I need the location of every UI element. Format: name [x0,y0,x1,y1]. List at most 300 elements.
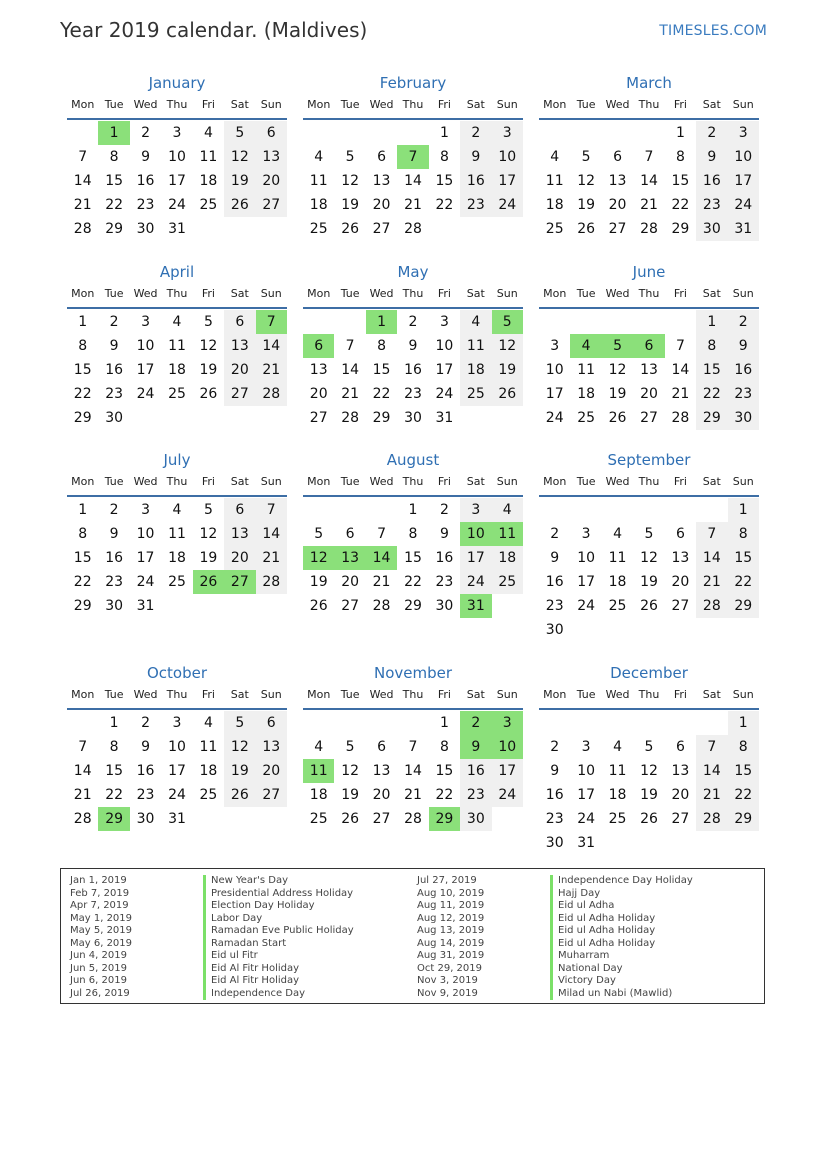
day-cell: 17 [435,362,454,378]
day-cell: 21 [73,787,92,803]
day-cell: 4 [203,715,213,731]
legend-date: Aug 13, 2019 [417,925,485,936]
empty-cell [539,310,570,334]
month-name: November [373,664,453,682]
day-cell: 1 [78,314,88,330]
weekday-label: Thu [638,98,660,111]
holiday-day-cell: 10 [460,522,491,546]
day-cell: 25 [460,382,491,406]
day-cell: 15 [696,358,727,382]
day-cell: 19 [640,787,658,803]
empty-cell [539,711,570,735]
day-cell: 1 [78,502,88,518]
day-cell: 16 [435,550,454,566]
day-cell: 2 [696,121,727,145]
day-cell: 9 [728,334,759,358]
day-cell: 22 [671,197,690,213]
weekday-label: Wed [369,688,394,701]
day-cell: 13 [224,334,255,358]
weekday-label: Mon [543,475,567,488]
day-cell: 5 [203,314,213,330]
day-cell: 27 [608,221,627,237]
legend-holiday-name: Presidential Address Holiday [203,888,354,901]
day-cell: 26 [341,221,360,237]
day-cell: 30 [728,406,759,430]
day-grid [67,710,287,831]
day-cell: 20 [341,574,360,590]
month-name: October [146,664,208,682]
day-grid [539,120,759,241]
day-cell: 26 [341,811,360,827]
weekday-label: Fri [201,688,215,701]
day-cell: 16 [105,550,124,566]
day-cell: 27 [256,193,287,217]
day-cell: 25 [492,570,523,594]
day-cell: 5 [345,149,355,165]
holiday-day-cell: 10 [492,735,523,759]
day-cell: 2 [550,739,560,755]
weekday-label: Sat [466,688,485,701]
day-cell: 2 [141,125,151,141]
day-cell: 25 [545,221,564,237]
weekday-label: Mon [543,287,567,300]
day-cell: 11 [168,338,186,354]
empty-cell [633,498,664,522]
empty-cell [665,711,696,735]
day-cell: 8 [728,735,759,759]
empty-cell [366,498,397,522]
day-cell: 17 [492,169,523,193]
day-cell: 31 [728,217,759,241]
day-cell: 30 [105,410,124,426]
day-cell: 18 [577,386,596,402]
day-cell: 11 [460,334,491,358]
day-cell: 16 [105,362,124,378]
month-name: July [163,451,191,469]
day-cell: 16 [696,169,727,193]
day-cell: 19 [199,362,218,378]
weekday-label: Fri [437,287,451,300]
day-cell: 5 [581,149,591,165]
day-cell: 18 [168,362,186,378]
day-cell: 7 [408,739,418,755]
day-cell: 14 [73,763,92,779]
day-cell: 7 [675,338,685,354]
day-cell: 20 [224,358,255,382]
holiday-day-cell: 7 [397,145,428,169]
weekday-label: Mon [307,475,331,488]
legend-date: Aug 12, 2019 [417,912,485,924]
weekday-label: Tue [104,287,124,300]
day-cell: 14 [256,334,287,358]
day-cell: 13 [372,763,391,779]
weekday-label: Mon [71,98,95,111]
day-cell: 3 [439,314,449,330]
holiday-day-cell: 1 [366,310,397,334]
day-cell: 8 [439,149,449,165]
day-cell: 16 [460,169,491,193]
day-cell: 22 [105,787,124,803]
day-cell: 31 [577,835,596,851]
weekday-label: Tue [340,287,360,300]
month-april [67,261,287,430]
day-cell: 6 [675,739,685,755]
day-cell: 18 [309,197,328,213]
weekday-label: Wed [605,98,630,111]
day-cell: 8 [408,526,418,542]
day-cell: 4 [492,498,523,522]
weekday-label: Wed [605,475,630,488]
day-cell: 30 [404,410,422,426]
day-cell: 12 [341,173,360,189]
weekday-label: Sun [732,98,754,111]
day-cell: 15 [105,763,124,779]
day-cell: 3 [172,125,182,141]
day-cell: 6 [377,739,387,755]
legend-date: Feb 7, 2019 [70,887,130,899]
day-cell: 15 [73,550,92,566]
day-cell: 20 [671,574,690,590]
day-cell: 20 [309,386,328,402]
day-cell: 31 [168,811,186,827]
weekday-header [67,283,287,309]
day-cell: 5 [314,526,324,542]
day-cell: 15 [728,546,759,570]
day-cell: 11 [168,526,186,542]
day-cell: 23 [136,197,155,213]
day-cell: 24 [492,783,523,807]
month-december [539,662,759,855]
day-cell: 14 [404,173,422,189]
day-cell: 29 [728,594,759,618]
holiday-legend [60,868,765,1004]
empty-cell [334,498,365,522]
day-cell: 9 [550,763,560,779]
day-cell: 17 [728,169,759,193]
legend-holiday-name: New Year's Day [203,875,354,888]
day-cell: 29 [696,406,727,430]
holiday-day-cell: 1 [98,121,129,145]
day-cell: 4 [172,502,182,518]
weekday-label: Sat [230,98,249,111]
month-name: September [607,451,691,469]
month-name: January [148,74,206,92]
day-cell: 19 [309,574,328,590]
day-cell: 24 [168,197,186,213]
day-cell: 13 [256,145,287,169]
day-grid [67,120,287,241]
day-cell: 15 [435,763,454,779]
day-cell: 12 [224,145,255,169]
day-cell: 16 [404,362,422,378]
day-cell: 22 [696,382,727,406]
day-cell: 25 [608,811,627,827]
day-cell: 3 [141,314,151,330]
weekday-label: Tue [576,98,596,111]
weekday-label: Mon [71,688,95,701]
day-cell: 9 [141,739,151,755]
day-cell: 1 [439,715,449,731]
day-cell: 26 [608,410,627,426]
weekday-label: Mon [71,287,95,300]
day-cell: 18 [460,358,491,382]
legend-date: May 6, 2019 [70,937,133,949]
day-cell: 28 [640,221,658,237]
day-grid [539,710,759,855]
day-cell: 26 [309,598,328,614]
weekday-label: Thu [402,98,424,111]
day-cell: 9 [439,526,449,542]
day-cell: 23 [545,811,564,827]
month-february [303,72,523,241]
month-march [539,72,759,241]
day-cell: 20 [256,759,287,783]
day-cell: 25 [577,410,596,426]
weekday-label: Thu [166,287,188,300]
empty-cell [334,121,365,145]
day-cell: 4 [203,125,213,141]
weekday-header [539,94,759,120]
weekday-label: Wed [605,287,630,300]
weekday-label: Sat [466,98,485,111]
month-october [67,662,287,831]
day-cell: 6 [224,310,255,334]
day-cell: 9 [460,145,491,169]
day-cell: 12 [608,362,627,378]
day-cell: 11 [199,739,218,755]
legend-holiday-name: Election Day Holiday [203,900,354,913]
day-cell: 24 [492,193,523,217]
day-cell: 10 [136,338,155,354]
month-name: August [386,451,440,469]
day-cell: 14 [696,759,727,783]
weekday-label: Sun [732,287,754,300]
legend-holiday-name: Muharram [550,950,693,963]
weekday-label: Fri [673,688,687,701]
empty-cell [570,498,601,522]
day-cell: 18 [545,197,564,213]
day-cell: 25 [309,221,328,237]
month-name: December [610,664,688,682]
legend-holiday-name: Eid ul Adha Holiday [550,938,693,951]
month-september [539,449,759,642]
weekday-label: Fri [673,287,687,300]
day-cell: 22 [105,197,124,213]
day-cell: 2 [141,715,151,731]
day-cell: 22 [728,570,759,594]
weekday-label: Sat [702,688,721,701]
month-name: May [397,263,429,281]
holiday-day-cell: 3 [492,711,523,735]
day-cell: 22 [73,386,92,402]
day-cell: 3 [550,338,560,354]
day-cell: 5 [224,711,255,735]
weekday-label: Sat [466,287,485,300]
day-cell: 17 [460,546,491,570]
day-cell: 13 [608,173,627,189]
empty-cell [570,711,601,735]
day-cell: 19 [224,169,255,193]
legend-left-names [203,875,354,1000]
day-cell: 31 [168,221,186,237]
legend-date: Nov 3, 2019 [417,975,478,986]
holiday-day-cell: 14 [366,546,397,570]
day-cell: 7 [256,498,287,522]
day-cell: 11 [608,550,627,566]
day-cell: 14 [404,763,422,779]
day-cell: 23 [105,574,124,590]
day-cell: 14 [73,173,92,189]
day-cell: 3 [172,715,182,731]
weekday-label: Tue [104,98,124,111]
day-cell: 12 [640,763,658,779]
weekday-label: Sun [496,475,518,488]
day-cell: 2 [109,502,119,518]
holiday-day-cell: 13 [334,546,365,570]
day-cell: 30 [105,598,124,614]
day-cell: 15 [728,759,759,783]
weekday-label: Sat [230,688,249,701]
month-name: March [626,74,672,92]
legend-holiday-name: Labor Day [203,913,354,926]
weekday-label: Sun [496,688,518,701]
legend-date: Aug 11, 2019 [417,900,485,911]
day-cell: 8 [696,334,727,358]
weekday-label: Fri [201,475,215,488]
day-cell: 2 [460,121,491,145]
weekday-label: Sun [496,287,518,300]
day-grid [539,497,759,642]
day-cell: 10 [492,145,523,169]
weekday-label: Sat [702,287,721,300]
empty-cell [602,711,633,735]
day-cell: 21 [671,386,690,402]
weekday-header [67,471,287,497]
weekday-label: Fri [437,98,451,111]
day-cell: 30 [136,221,155,237]
day-cell: 1 [109,715,119,731]
day-cell: 13 [256,735,287,759]
day-cell: 27 [640,410,658,426]
day-cell: 28 [256,382,287,406]
weekday-label: Thu [402,287,424,300]
day-cell: 5 [644,526,654,542]
day-cell: 20 [256,169,287,193]
day-cell: 2 [550,526,560,542]
weekday-label: Mon [71,475,95,488]
weekday-label: Fri [201,287,215,300]
holiday-day-cell: 2 [460,711,491,735]
legend-holiday-name: Eid Al Fitr Holiday [203,963,354,976]
weekday-label: Tue [104,475,124,488]
site-link[interactable]: TIMESLES.COM [659,23,767,39]
weekday-label: Sun [732,475,754,488]
day-cell: 27 [309,410,328,426]
day-cell: 16 [545,574,564,590]
weekday-label: Sat [230,287,249,300]
holiday-day-cell: 11 [492,522,523,546]
day-cell: 16 [728,358,759,382]
day-cell: 27 [341,598,360,614]
day-cell: 6 [224,498,255,522]
empty-cell [539,121,570,145]
day-cell: 18 [608,574,627,590]
legend-holiday-name: Eid ul Adha Holiday [550,913,693,926]
day-grid [303,120,523,241]
day-cell: 3 [141,502,151,518]
day-cell: 10 [577,763,596,779]
day-cell: 18 [199,763,218,779]
legend-date: Aug 10, 2019 [417,887,485,899]
weekday-label: Thu [166,475,188,488]
day-cell: 27 [224,382,255,406]
empty-cell [366,711,397,735]
legend-holiday-name: Independence Day Holiday [550,875,693,888]
day-cell: 25 [199,197,218,213]
day-cell: 24 [136,386,155,402]
empty-cell [665,498,696,522]
day-cell: 28 [341,410,360,426]
legend-holiday-name: Ramadan Eve Public Holiday [203,925,354,938]
weekday-header [303,684,523,710]
weekday-label: Tue [576,475,596,488]
day-cell: 25 [199,787,218,803]
day-cell: 13 [309,362,328,378]
legend-date: Jun 5, 2019 [70,962,127,974]
day-cell: 26 [224,193,255,217]
weekday-label: Sun [260,98,282,111]
day-cell: 15 [105,173,124,189]
day-cell: 30 [545,835,564,851]
day-cell: 13 [224,522,255,546]
day-cell: 28 [696,807,727,831]
empty-cell [397,121,428,145]
day-cell: 12 [341,763,360,779]
day-cell: 25 [309,811,328,827]
day-cell: 27 [671,811,690,827]
day-cell: 26 [199,386,218,402]
weekday-label: Tue [340,688,360,701]
day-cell: 24 [545,410,564,426]
weekday-header [303,94,523,120]
day-cell: 13 [671,550,690,566]
empty-cell [334,310,365,334]
month-may [303,261,523,430]
weekday-header [67,94,287,120]
empty-cell [633,711,664,735]
weekday-label: Fri [437,475,451,488]
day-cell: 17 [136,550,155,566]
weekday-header [67,684,287,710]
day-cell: 8 [675,149,685,165]
holiday-day-cell: 31 [460,594,491,618]
weekday-label: Wed [133,98,158,111]
weekday-header [303,471,523,497]
day-cell: 18 [199,173,218,189]
day-cell: 16 [136,763,155,779]
weekday-label: Tue [340,475,360,488]
day-cell: 19 [341,787,360,803]
empty-cell [696,711,727,735]
day-grid [303,309,523,430]
day-cell: 1 [728,498,759,522]
day-cell: 23 [404,386,422,402]
day-cell: 9 [109,526,119,542]
day-cell: 22 [372,386,391,402]
day-cell: 4 [550,149,560,165]
weekday-label: Sun [260,475,282,488]
day-cell: 18 [168,550,186,566]
